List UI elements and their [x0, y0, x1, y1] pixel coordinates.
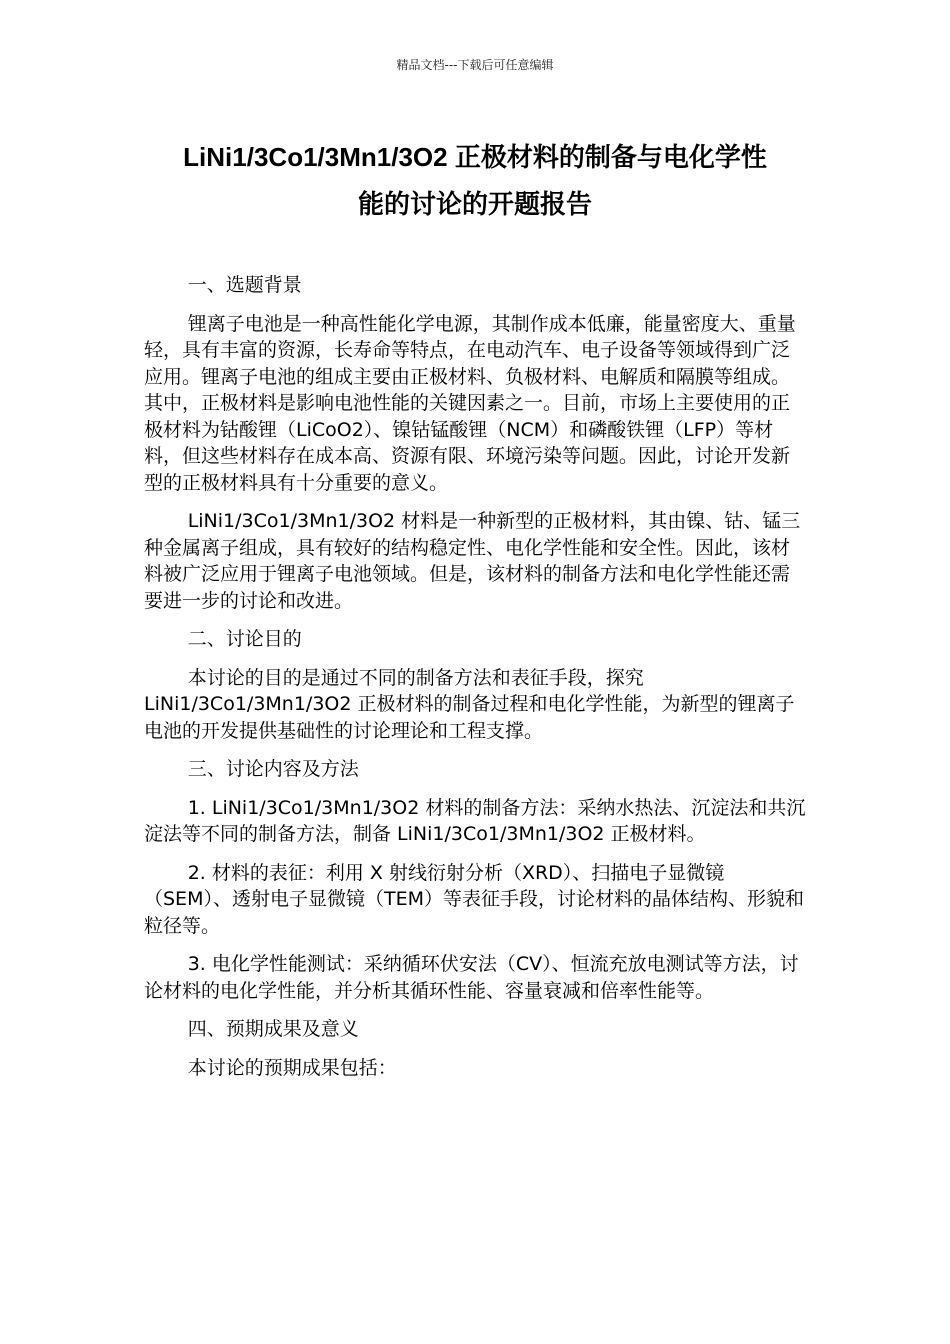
header-note: 精品文档---下载后可任意编辑 — [396, 58, 554, 72]
list-item-preparation: 1. LiNi1/3Co1/3Mn1/3O2 材料的制备方法：采纳水热法、沉淀法和共沉淀法等不同的制备方法，制备 LiNi1/3Co1/3Mn1/3O2 正极材料。 — [144, 796, 806, 845]
title-line-1: LiNi1/3Co1/3Mn1/3O2 正极材料的制备与电化学性 — [183, 142, 767, 172]
list-item-characterization: 2. 材料的表征：利用 X 射线衍射分析（XRD）、扫描电子显微镜（SEM）、透射电子显微镜（TEM）等表征手段，讨论材料的晶体结构、形貌和粒径等。 — [144, 861, 804, 937]
section-heading-expected-results: 四、预期成果及意义 — [187, 1018, 359, 1040]
paragraph-purpose: 本讨论的目的是通过不同的制备方法和表征手段，探究 LiNi1/3Co1/3Mn1/3O2 正极材料的制备过程和电化学性能，为新型的锂离子电池的开发提供基础性的讨论理论和工程支撑。 — [144, 666, 795, 742]
document-body — [144, 272, 808, 1093]
title-line-2: 能的讨论的开题报告 — [357, 189, 592, 219]
paragraph-background-1: 锂离子电池是一种高性能化学电源，其制作成本低廉，能量密度大、重量轻，具有丰富的资源，长寿命等特点，在电动汽车、电子设备等领域得到广泛应用。锂离子电池的组成主要由正极材料、负极材料、电解质和隔膜等组成。其中，正极材料是影响电池性能的关键因素之一。目前，市场上主要使用的正极材料为钴酸锂（LiCoO2）、镍钴锰酸锂（NCM）和磷酸铁锂（LFP）等材料，但这些材料存在成本高、资源有限、环境污染等问题。因此，讨论开发新型的正极材料具有十分重要的意义。 — [144, 312, 796, 494]
section-heading-content-methods: 三、讨论内容及方法 — [187, 758, 359, 780]
document-title — [120, 134, 830, 228]
paragraph-background-2: LiNi1/3Co1/3Mn1/3O2 材料是一种新型的正极材料，其由镍、钴、锰三种金属离子组成，具有较好的结构稳定性、电化学性能和安全性。因此，该材料被广泛应用于锂离子电池领域。但是，该材料的制备方法和电化学性能还需要进一步的讨论和改进。 — [144, 510, 801, 612]
section-heading-background: 一、选题背景 — [187, 274, 302, 296]
list-item-electrochemical-test: 3. 电化学性能测试：采纳循环伏安法（CV）、恒流充放电测试等方法，讨论材料的电化学性能，并分析其循环性能、容量衰减和倍率性能等。 — [144, 953, 799, 1002]
section-heading-purpose: 二、讨论目的 — [187, 628, 302, 650]
paragraph-expected-results: 本讨论的预期成果包括： — [187, 1056, 397, 1079]
